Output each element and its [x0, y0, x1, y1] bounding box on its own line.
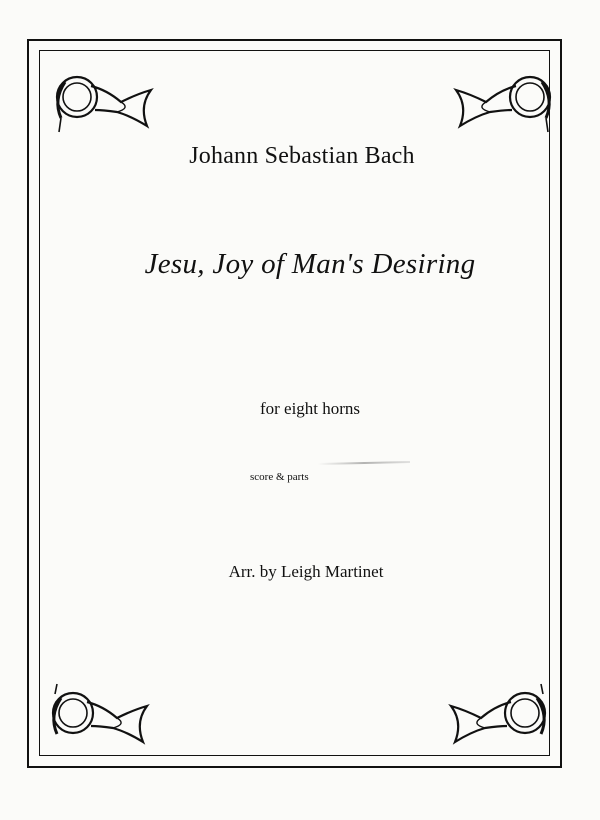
french-horn-icon [47, 60, 157, 140]
piece-title: Jesu, Joy of Man's Desiring [144, 248, 476, 280]
french-horn-icon [450, 60, 560, 140]
composer-name: Johann Sebastian Bach [189, 143, 415, 169]
arranger-credit: Arr. by Leigh Martinet [228, 562, 384, 581]
instrumentation: for eight horns [259, 399, 361, 418]
edition-note: score & parts [250, 471, 309, 483]
french-horn-icon [43, 676, 153, 756]
french-horn-icon [445, 676, 555, 756]
